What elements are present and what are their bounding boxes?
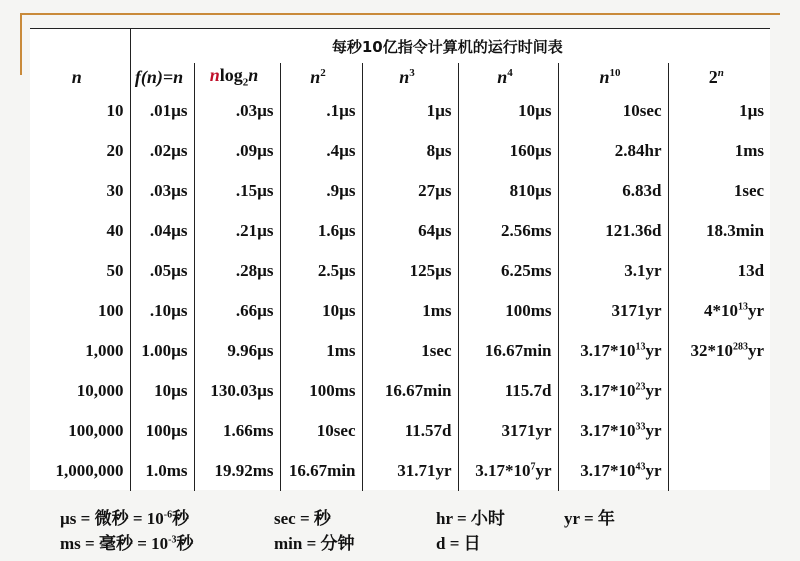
cell-nlogn: .66µs [194, 291, 280, 331]
cell-n4: 160µs [458, 131, 558, 171]
cell-exp: 1sec [668, 171, 770, 211]
cell-fn: .03µs [130, 171, 194, 211]
cell-n10: $3.17*10^{13}yr$ [558, 331, 668, 371]
cell-n10: $3.17*10^{43}yr$ [558, 451, 668, 491]
cell-n10: 2.84hr [558, 131, 668, 171]
cell-nlogn: 1.66ms [194, 411, 280, 451]
cell-n: 50 [106, 261, 124, 280]
cell-exp: $4*10^{13}yr$ [668, 291, 770, 331]
unit-legend [30, 496, 770, 556]
cell-n10: 3.1yr [558, 251, 668, 291]
cell-n: 10,000 [76, 381, 124, 400]
header-n: n [71, 66, 82, 87]
cell-fn: .04µs [130, 211, 194, 251]
cell-fn: .01µs [130, 91, 194, 131]
cell-n2: 10sec [280, 411, 362, 451]
legend-sec: sec = 秒 [274, 509, 331, 528]
table-row [30, 131, 770, 171]
cell-fn: .05µs [130, 251, 194, 291]
cell-exp: 1µs [668, 91, 770, 131]
cell-n4: 6.25ms [458, 251, 558, 291]
cell-n10: 121.36d [558, 211, 668, 251]
cell-n3: 125µs [362, 251, 458, 291]
cell-n10: $3.17*10^{23}yr$ [558, 371, 668, 411]
cell-nlogn: 130.03µs [194, 371, 280, 411]
cell-nlogn: .21µs [194, 211, 280, 251]
cell-n4: 115.7d [458, 371, 558, 411]
cell-exp: 1ms [668, 131, 770, 171]
cell-n2: 1ms [280, 331, 362, 371]
header-n4: $n^4$ [458, 63, 558, 91]
table-row [30, 451, 770, 491]
cell-nlogn: .28µs [194, 251, 280, 291]
cell-exp [668, 411, 770, 451]
cell-n2: .1µs [280, 91, 362, 131]
cell-n3: 1sec [362, 331, 458, 371]
cell-n: 100 [98, 301, 124, 320]
cell-nlogn: 19.92ms [194, 451, 280, 491]
cell-n4: $3.17*10^7yr$ [458, 451, 558, 491]
cell-exp [668, 371, 770, 411]
header-fn: f(n)=n [130, 63, 194, 91]
cell-exp: 18.3min [668, 211, 770, 251]
legend-us: µs = 微秒 = $10^{-6}$秒 [60, 509, 190, 528]
cell-fn: 10µs [130, 371, 194, 411]
cell-n3: 31.71yr [362, 451, 458, 491]
legend-hr: hr = 小时 [436, 509, 505, 528]
cell-exp [668, 451, 770, 491]
header-n3: $n^3$ [362, 63, 458, 91]
table-row [30, 91, 770, 131]
table-row [30, 171, 770, 211]
legend-min: min = 分钟 [274, 534, 355, 553]
cell-nlogn: .03µs [194, 91, 280, 131]
cell-n3: 64µs [362, 211, 458, 251]
table-row [30, 251, 770, 291]
cell-fn: 100µs [130, 411, 194, 451]
table-body [30, 91, 770, 491]
header-2n: 2$^n$ [668, 63, 770, 91]
cell-n: 100,000 [68, 421, 124, 440]
runtime-table [30, 28, 770, 491]
legend-yr: yr = 年 [564, 509, 615, 528]
table-row [30, 211, 770, 251]
cell-n2: 16.67min [280, 451, 362, 491]
cell-exp: $32*10^{283}yr$ [668, 331, 770, 371]
cell-n10: 3171yr [558, 291, 668, 331]
cell-fn: 1.0ms [130, 451, 194, 491]
cell-n10: 6.83d [558, 171, 668, 211]
header-nlogn: nlog$_2$n [194, 63, 280, 91]
cell-n3: 1µs [362, 91, 458, 131]
cell-n4: 100ms [458, 291, 558, 331]
cell-n2: .9µs [280, 171, 362, 211]
legend-ms: ms = 毫秒 = $10^{-3}$秒 [60, 534, 194, 553]
slide-top-rule [20, 13, 780, 15]
cell-n: 20 [106, 141, 124, 160]
header-n2: $n^2$ [280, 63, 362, 91]
cell-fn: .10µs [130, 291, 194, 331]
table-row [30, 411, 770, 451]
cell-n2: .4µs [280, 131, 362, 171]
cell-nlogn: .15µs [194, 171, 280, 211]
cell-n: 30 [106, 181, 124, 200]
cell-n3: 16.67min [362, 371, 458, 411]
legend-d: d = 日 [436, 534, 481, 553]
cell-n3: 8µs [362, 131, 458, 171]
slide-left-rule [20, 13, 22, 75]
table-row [30, 371, 770, 411]
cell-fn: .02µs [130, 131, 194, 171]
cell-n: 1,000,000 [55, 461, 124, 480]
table-title-row [30, 29, 770, 64]
cell-n2: 2.5µs [280, 251, 362, 291]
cell-n10: $3.17*10^{33}yr$ [558, 411, 668, 451]
cell-nlogn: 9.96µs [194, 331, 280, 371]
cell-n2: 10µs [280, 291, 362, 331]
cell-n4: 10µs [458, 91, 558, 131]
cell-n2: 1.6µs [280, 211, 362, 251]
cell-n3: 1ms [362, 291, 458, 331]
cell-nlogn: .09µs [194, 131, 280, 171]
corner-cell [30, 29, 130, 64]
cell-n10: 10sec [558, 91, 668, 131]
cell-n4: 16.67min [458, 331, 558, 371]
table-row [30, 331, 770, 371]
cell-n4: 810µs [458, 171, 558, 211]
cell-n3: 11.57d [362, 411, 458, 451]
cell-fn: 1.00µs [130, 331, 194, 371]
table-row [30, 291, 770, 331]
table-title: 每秒10亿指令计算机的运行时间表 [130, 29, 770, 64]
cell-n2: 100ms [280, 371, 362, 411]
cell-n: 40 [106, 221, 124, 240]
header-row [30, 63, 770, 91]
header-n10: $n^{10}$ [558, 63, 668, 91]
slide-content [30, 28, 770, 490]
cell-n3: 27µs [362, 171, 458, 211]
cell-n: 10 [106, 101, 124, 120]
cell-exp: 13d [668, 251, 770, 291]
cell-n4: 3171yr [458, 411, 558, 451]
cell-n4: 2.56ms [458, 211, 558, 251]
cell-n: 1,000 [85, 341, 124, 360]
